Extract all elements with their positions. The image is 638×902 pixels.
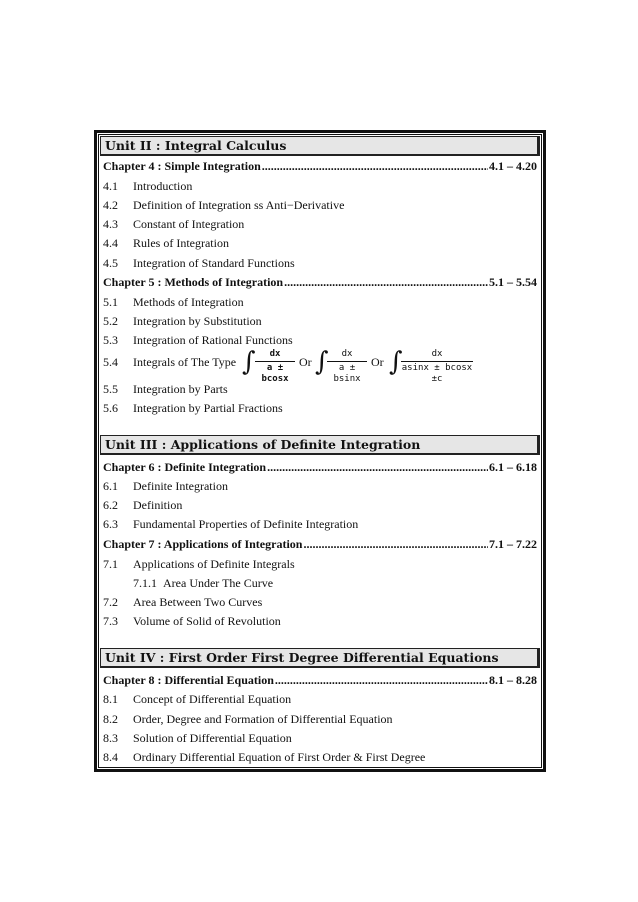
item-number: 5.5 xyxy=(103,382,118,396)
unit-heading: Unit II : Integral Calculus xyxy=(100,136,540,156)
fraction-denominator: a ± bcosx xyxy=(261,363,289,384)
fraction-bar xyxy=(401,361,473,362)
chapter-title: Chapter 5 : Methods of Integration xyxy=(103,275,284,289)
chapter-entry[interactable] xyxy=(103,672,537,688)
or-text: Or xyxy=(299,355,312,369)
toc-item xyxy=(103,313,262,329)
item-text: Integration by Partial Fractions xyxy=(133,401,283,415)
fraction-numerator: dx xyxy=(341,349,353,359)
toc-item xyxy=(103,613,281,629)
item-number: 4.3 xyxy=(103,217,118,231)
chapter-entry[interactable] xyxy=(103,536,537,552)
item-text: Definite Integration xyxy=(133,479,228,493)
chapter-title: Chapter 8 : Differential Equation xyxy=(103,673,274,687)
item-text: Volume of Solid of Revolution xyxy=(133,614,281,628)
chapter-pages: 5.1 – 5.54 xyxy=(489,275,537,289)
toc-item xyxy=(103,730,292,746)
integral-sign-icon: ∫ xyxy=(242,347,256,377)
item-number: 8.2 xyxy=(103,712,118,726)
or-text: Or xyxy=(371,355,384,369)
dot-leader xyxy=(284,274,488,290)
integral-types-row xyxy=(103,345,537,384)
toc-item xyxy=(103,216,244,232)
chapter-entry[interactable] xyxy=(103,274,537,290)
item-number: 4.1 xyxy=(103,179,118,193)
item-number: 7.3 xyxy=(103,614,118,628)
item-number: 5.2 xyxy=(103,314,118,328)
item-text: Fundamental Properties of Definite Integration xyxy=(133,517,359,531)
item-number: 8.4 xyxy=(103,750,118,764)
integral-sign-icon: ∫ xyxy=(389,347,403,377)
dot-leader xyxy=(267,459,488,475)
fraction-numerator: dx xyxy=(269,349,281,359)
fraction-bar xyxy=(255,361,295,362)
item-text: Solution of Differential Equation xyxy=(133,731,292,745)
toc-item xyxy=(103,235,229,251)
item-number: 7.1.1 xyxy=(133,576,157,590)
item-text: Integration of Rational Functions xyxy=(133,333,293,347)
integral-fraction xyxy=(255,349,295,385)
item-text: Integrals of The Type xyxy=(133,355,237,369)
item-number: 5.4 xyxy=(103,355,118,369)
chapter-title: Chapter 4 : Simple Integration xyxy=(103,159,261,173)
item-number: 8.1 xyxy=(103,692,118,706)
fraction-denominator: a ± bsinx xyxy=(333,363,361,384)
item-number: 4.5 xyxy=(103,256,118,270)
item-number: 8.3 xyxy=(103,731,118,745)
toc-item xyxy=(103,478,228,494)
integral-fraction xyxy=(327,349,367,385)
toc-item xyxy=(103,556,295,572)
chapter-pages: 8.1 – 8.28 xyxy=(489,673,537,687)
item-number: 5.3 xyxy=(103,333,118,347)
fraction-numerator: dx xyxy=(431,349,443,359)
toc-item xyxy=(103,381,228,397)
integral-sign-icon: ∫ xyxy=(315,347,329,377)
dot-leader xyxy=(262,158,488,174)
dot-leader xyxy=(275,672,488,688)
item-text: Methods of Integration xyxy=(133,295,244,309)
chapter-pages: 4.1 – 4.20 xyxy=(489,159,537,173)
toc-item xyxy=(103,197,344,213)
chapter-title: Chapter 7 : Applications of Integration xyxy=(103,537,303,551)
item-number: 7.2 xyxy=(103,595,118,609)
item-text: Ordinary Differential Equation of First Order & First Degree xyxy=(133,750,426,764)
item-text: Definition of Integration ss Anti−Derivative xyxy=(133,198,345,212)
fraction-denominator: asinx ± bcosx ±c xyxy=(401,363,473,384)
item-text: Rules of Integration xyxy=(133,236,229,250)
item-number: 5.6 xyxy=(103,401,118,415)
item-text: Introduction xyxy=(133,179,193,193)
chapter-pages: 6.1 – 6.18 xyxy=(489,460,537,474)
item-text: Concept of Differential Equation xyxy=(133,692,292,706)
chapter-entry[interactable] xyxy=(103,158,537,174)
chapter-entry[interactable] xyxy=(103,459,537,475)
item-text: Integration of Standard Functions xyxy=(133,256,295,270)
item-text: Area Under The Curve xyxy=(163,576,274,590)
item-number: 5.1 xyxy=(103,295,118,309)
toc-item xyxy=(103,516,358,532)
item-number: 7.1 xyxy=(103,557,118,571)
item-text: Applications of Definite Integrals xyxy=(133,557,295,571)
integral-fraction xyxy=(401,349,473,385)
toc-item xyxy=(103,594,262,610)
item-text: Integration by Parts xyxy=(133,382,228,396)
chapter-title: Chapter 6 : Definite Integration xyxy=(103,460,267,474)
item-text: Order, Degree and Formation of Differential Equation xyxy=(133,712,393,726)
toc-item xyxy=(103,255,295,271)
toc-subitem xyxy=(133,575,273,591)
toc-item xyxy=(103,749,425,765)
toc-item xyxy=(103,497,182,513)
item-number: 6.2 xyxy=(103,498,118,512)
item-number: 4.4 xyxy=(103,236,118,250)
unit-heading: Unit III : Applications of Definite Integration xyxy=(100,435,540,455)
toc-item xyxy=(103,178,192,194)
item-text: Integration by Substitution xyxy=(133,314,262,328)
chapter-pages: 7.1 – 7.22 xyxy=(489,537,537,551)
item-number: 6.1 xyxy=(103,479,118,493)
unit-heading: Unit IV : First Order First Degree Differential Equations xyxy=(100,648,540,668)
toc-item xyxy=(103,400,283,416)
fraction-bar xyxy=(327,361,367,362)
item-number: 4.2 xyxy=(103,198,118,212)
item-text: Constant of Integration xyxy=(133,217,245,231)
toc-item xyxy=(103,711,393,727)
toc-item xyxy=(103,294,244,310)
item-text: Area Between Two Curves xyxy=(133,595,263,609)
item-text: Definition xyxy=(133,498,183,512)
toc-item xyxy=(103,691,291,707)
item-number: 6.3 xyxy=(103,517,118,531)
dot-leader xyxy=(303,536,488,552)
